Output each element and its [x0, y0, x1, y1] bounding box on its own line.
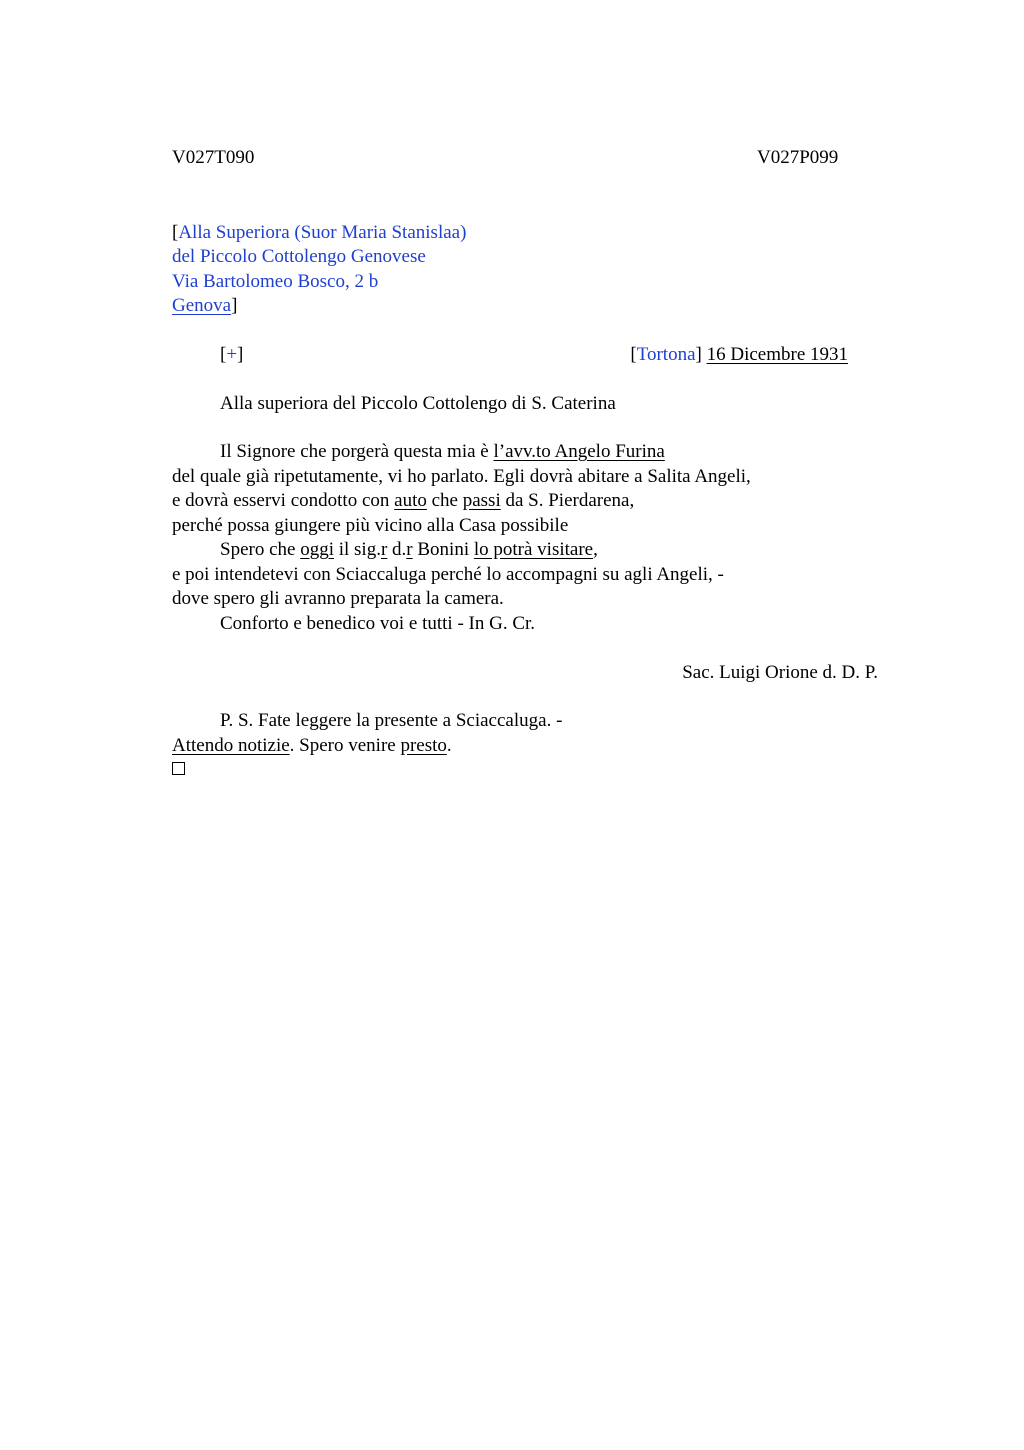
address-line-4: Genova] — [172, 295, 238, 316]
address-line-2: del Piccolo Cottolengo Genovese — [172, 246, 426, 267]
body-line-6: e poi intendetevi con Sciaccaluga perché lo accompagni su agli Angeli, - — [172, 564, 724, 585]
archive-code-right: V027P099 — [757, 147, 839, 168]
body-line-8: Conforto e benedico voi e tutti - In G. Cr. — [220, 613, 536, 634]
body-line-7: dove spero gli avranno preparata la camera. — [172, 588, 504, 609]
end-square-icon — [172, 762, 185, 775]
body-line-1: Il Signore che porgerà questa mia è l’avv.to Angelo Furina — [220, 441, 665, 462]
salutation: Alla superiora del Piccolo Cottolengo di S. Caterina — [220, 393, 616, 414]
cross-mark: [+] — [220, 344, 244, 365]
body-line-2: del quale già ripetutamente, vi ho parlato. Egli dovrà abitare a Salita Angeli, — [172, 466, 751, 487]
postscript-line-2: Attendo notizie. Spero venire presto. — [172, 735, 452, 756]
body-line-5: Spero che oggi il sig.r d.r Bonini lo potrà visitare, — [220, 539, 598, 560]
address-line-1: [Alla Superiora (Suor Maria Stanislaa) — [172, 222, 467, 243]
archive-code-left: V027T090 — [172, 147, 255, 168]
place-and-date: [Tortona] 16 Dicembre 1931 — [630, 344, 848, 365]
body-line-4: perché possa giungere più vicino alla Casa possibile — [172, 515, 569, 536]
body-line-3: e dovrà esservi condotto con auto che passi da S. Pierdarena, — [172, 490, 635, 511]
address-line-3: Via Bartolomeo Bosco, 2 b — [172, 271, 379, 292]
postscript-line-1: P. S. Fate leggere la presente a Sciaccaluga. - — [220, 710, 563, 731]
signature: Sac. Luigi Orione d. D. P. — [682, 662, 878, 683]
